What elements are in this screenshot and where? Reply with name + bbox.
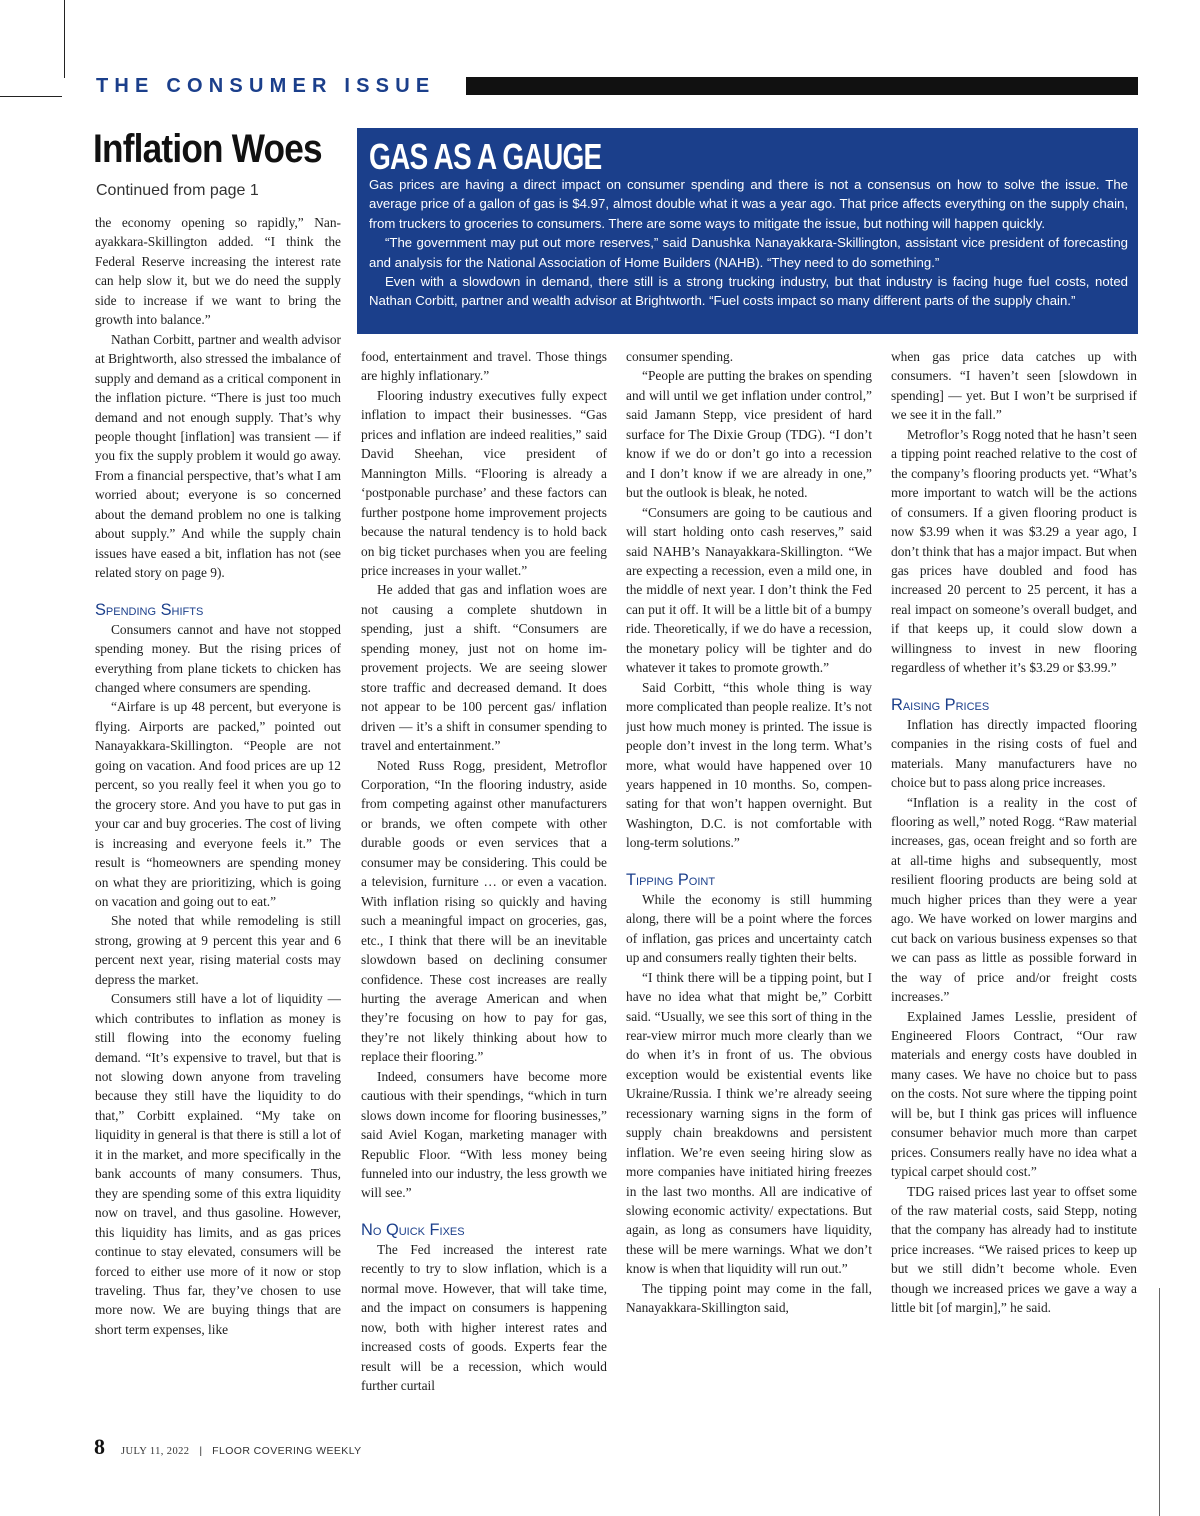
issue-date: JULY 11, 2022 [121,1446,190,1457]
article-paragraph: food, entertainment and travel. Those things are highly inflationary.” [361,349,607,384]
article-paragraph: “I think there will be a tipping point, but I have no idea what that might be,” Corbitt said. “Usually, we see this sort of thing in the rear-view mirror much more clearly than we do when it’s in front of us. The obvious exception would be existential events like Ukraine/Russia. I think we’re already seeing recessionary warning signs in the form of supply chain breakdowns and persistent inflation. We’re even seeing hiring slow as more companies have initiated hiring freezes in the last two months. All are indicative of slowing economic activity/ expectations. But again, as long as consumers have liquidity, these will be mere warnings. What we don’t know is when that liquidity will run out.” [626,969,872,1277]
article-headline: Inflation Woes [93,127,322,171]
article-paragraph: “Airfare is up 48 percent, but everyone is flying. Airports are packed,” pointed out Nanayakkara-Skillington. “People are not going on vacation. And food prices are up 12 percent, so you really feel it when you go to the grocery store. And you have to put gas in your car and buy groceries. The cost of living is increasing and everyone feels it.” The result is “homeowners are spending money on what they are prioritizing, which is going on vacation and going out to eat.” [95,699,341,909]
subhead-spending-shifts: Spending Shifts [95,600,204,619]
article-paragraph: Flooring industry executives fully expect inflation to impact their businesses. “Gas prices and inflation are indeed realities,” said David Sheehan, vice president of Mannington Mills. “Flooring is already a ‘postponable purchase’ and these factors can further postpone home improvement projects because the natural tendency is to hold back on big ticket purchases when you are feeling price increases in your wallet.” [361,387,607,578]
article-paragraph: Consumers cannot and have not stopped spending money. But the rising prices of everything from plane tickets to chicken has changed where consumers are spending. [95,621,341,695]
article-paragraph: the economy opening so rapidly,” Nanayakkara-Skillington added. “I think the Federal Reserve increasing the interest rate can help slow it, but we do need the supply side to increase if we want to bring the growth into balance.” [95,215,341,328]
crop-mark-horizontal [0,96,62,97]
article-paragraph: “People are putting the brakes on spending and will until we get inflation under control,” said Jamann Stepp, vice president of hard surface for The Dixie Group (TDG). “I don’t know if we do or don’t go into a recession and I don’t know if we are already in one,” but the outlook is bleak, he noted. [626,368,872,501]
subhead-tipping-point: Tipping Point [626,870,716,889]
footer-separator: | [199,1445,203,1457]
sidebar-paragraph: Gas prices are having a direct impact on consumer spending and there is not a consensus on how to solve the issue. The average price of a gallon of gas is $4.97, almost double what it was a year ago. That price affects everything on the supply chain, from truckers to groceries to consumers. There are some ways to mitigate the issue, but nothing will happen quickly. [369,177,1128,231]
article-paragraph: Indeed, consumers have become more cautious with their spendings, “which in turn slows down income for flooring businesses,” said Aviel Kogan, marketing manager with Republic Floor. “With less money being funneled into our industry, the less growth we will see.” [361,1068,607,1201]
page-footer [94,1433,362,1461]
sidebar-paragraph: “The government may put out more reserves,” said Danushka Nanayakkara-Skillington, assistant vice president of forecasting and analysis for the National Association of Home Builders (NAHB). “They need to do something.” [369,235,1128,270]
publication-name: FLOOR COVERING WEEKLY [212,1445,362,1457]
subhead-raising-prices: Raising Prices [891,695,990,714]
article-paragraph: The tipping point may come in the fall, Nanayakkara-Skillington said, [626,1280,872,1316]
article-paragraph: consumer spending. [626,349,734,364]
subhead-no-quick-fixes: No Quick Fixes [361,1220,465,1239]
article-paragraph: TDG raised prices last year to offset some of the raw material costs, said Stepp, noting that the company has already had to institute price increases. “We raised prices to keep up but we still didn’t become whole. Even though we increased prices we gave a way a little bit [of margin],” he said. [891,1183,1137,1316]
section-title: THE CONSUMER ISSUE [96,75,436,97]
article-paragraph: when gas price data catches up with consumers. “I haven’t seen [slowdown in spending] — yet. But I won’t be surprised if we see it in the fall.” [891,349,1137,423]
article-column-1 [95,213,341,1433]
sidebar-box [357,128,1138,334]
page-number: 8 [94,1434,105,1459]
crop-mark-vertical [64,0,65,78]
article-paragraph: Nathan Corbitt, partner and wealth advisor at Brightworth, also stressed the imbalance of supply and demand as a critical component in the inflation picture. “There is just too much demand and not enough supply. That’s why people thought [inflation] was transient — if you fix the supply problem it would go away. From a financial perspective, that’s what I am worried about; everyone is so concerned about the demand problem no one is talking about supply.” And while the supply chain issues have eased a bit, inflation has not (see related story on page 9). [95,331,341,581]
section-header [96,76,1138,96]
article-paragraph: She noted that while remodeling is still strong, growing at 9 percent this year and 6 percent next year, rising material costs may depress the market. [95,913,341,987]
section-rule [466,77,1138,95]
article-column-2 [361,347,607,1433]
margin-rule [1159,1288,1160,1516]
continued-from-note: Continued from page 1 [96,182,259,199]
article-paragraph: Explained James Lesslie, president of Engineered Floors Contract, “Our raw materials and energy costs have doubled in many cases. We have no choice but to pass on the costs. Not sure where the tipping point will be, but I think gas prices will influence consumer behavior much more than carpet prices. Consumers really have no idea what a typical carpet should cost.” [891,1008,1137,1180]
article-paragraph: “Consumers are going to be cautious and will start holding onto cash reserves,” said said NAHB’s Nanayakkara-Skillington. “We are expecting a recession, even a mild one, in the middle of next year. I don’t think the Fed can put it off. It will be a little bit of a bumpy ride. Theoretically, if we do have a recession, the monetary policy will be tighter and do whatever it takes to promote growth.” [626,504,872,676]
sidebar-paragraph: Even with a slowdown in demand, there still is a strong trucking industry, but that industry is facing huge fuel costs, noted Nathan Corbitt, partner and wealth advisor at Brightworth. “Fuel costs impact so many different parts of the supply chain.” [369,274,1128,309]
article-paragraph: Said Corbitt, “this whole thing is way more complicated than people realize. It’s not just how much money is printed. The issue is people don’t invest in the long term. What’s more, what would have happened over 10 years happened in 10 months. So, compensating for that won’t happen overnight. But Washington, D.C. is not comfortable with long-term solutions.” [626,679,872,851]
article-paragraph: While the economy is still humming along, there will be a point where the forces of inflation, gas prices and uncertainty catch up and consumers really tighten their belts. [626,891,872,966]
article-paragraph: The Fed increased the interest rate recently to try to slow inflation, which is a normal move. However, that will take time, and the impact on consumers is happening now, both with higher interest rates and increased costs of goods. Experts fear the result will be a recession, which would further curtail [361,1241,607,1394]
article-paragraph: Noted Russ Rogg, president, Metroflor Corporation, “In the flooring industry, aside from competing against other manufacturers or brands, we often compete with other durable goods or even services that a consumer may be considering. This could be a television, furniture … or even a vacation. With inflation rising so quickly and having such a meaningful impact on groceries, gas, etc., I think that there will be an inevitable slowdown based on declining consumer confidence. These cost increases are really hurting the average American and when they’re focusing on how to pay for gas, they’re not likely thinking about how to replace their flooring.” [361,757,607,1065]
article-paragraph: He added that gas and inflation woes are not causing a complete shutdown in spending, just a shift. “Consumers are spending money, just not on home improvement projects. We are seeing slower store traffic and decreased demand. It does not appear to be 100 percent gas/ inflation driven — it’s a shift in consumer spending to travel and entertainment.” [361,582,607,754]
sidebar-title: GAS AS A GAUGE [369,136,602,177]
article-paragraph: “Inflation is a reality in the cost of flooring as well,” noted Rogg. “Raw material increases, gas, ocean freight and so forth are at all-time highs and subsequently, most resilient flooring products are being sold at much higher prices than they were a year ago. We have worked on lower margins and cut back on various business expenses so that we can pass as little as possible forward in the way of price and/or freight costs increases.” [891,794,1137,1005]
article-column-3 [626,347,872,1433]
article-paragraph: Inflation has directly impacted flooring companies in the rising costs of fuel and materials. Many manufacturers have no choice but to pass along price increases. [891,716,1137,791]
article-paragraph: Consumers still have a lot of liquidity — which contributes to inflation as money is still flowing into the economy fueling demand. “It’s expensive to travel, but that is not slowing down anyone from traveling because they still have the liquidity to do that,” Corbitt explained. “My take on liquidity in general is that there is still a lot of it in the market, and more specifically in the bank accounts of many consumers. Thus, they are spending some of this extra liquidity now on travel, and thus gasoline. However, this liquidity has limits, and as gas prices continue to stay elevated, consumers will be forced to either use more of it now or stop traveling. Thus far, they’ve chosen to use more now. We are buying things that are short term expenses, like [95,991,341,1337]
article-paragraph: Metroflor’s Rogg noted that he hasn’t seen a tipping point reached relative to the cost of the company’s flooring products yet. “What’s more important to watch will be the actions of consumers. If a given flooring product is now $3.99 when it was $3.29 a year ago, I don’t think that has a major impact. But when gas prices have doubled and food has increased 20 percent to 25 percent, it has a real impact on someone’s overall budget, and if that keeps up, it could slow down a willingness to invest in new flooring regardless of whether it’s $3.29 or $3.99.” [891,426,1137,676]
article-column-4 [891,347,1137,1433]
